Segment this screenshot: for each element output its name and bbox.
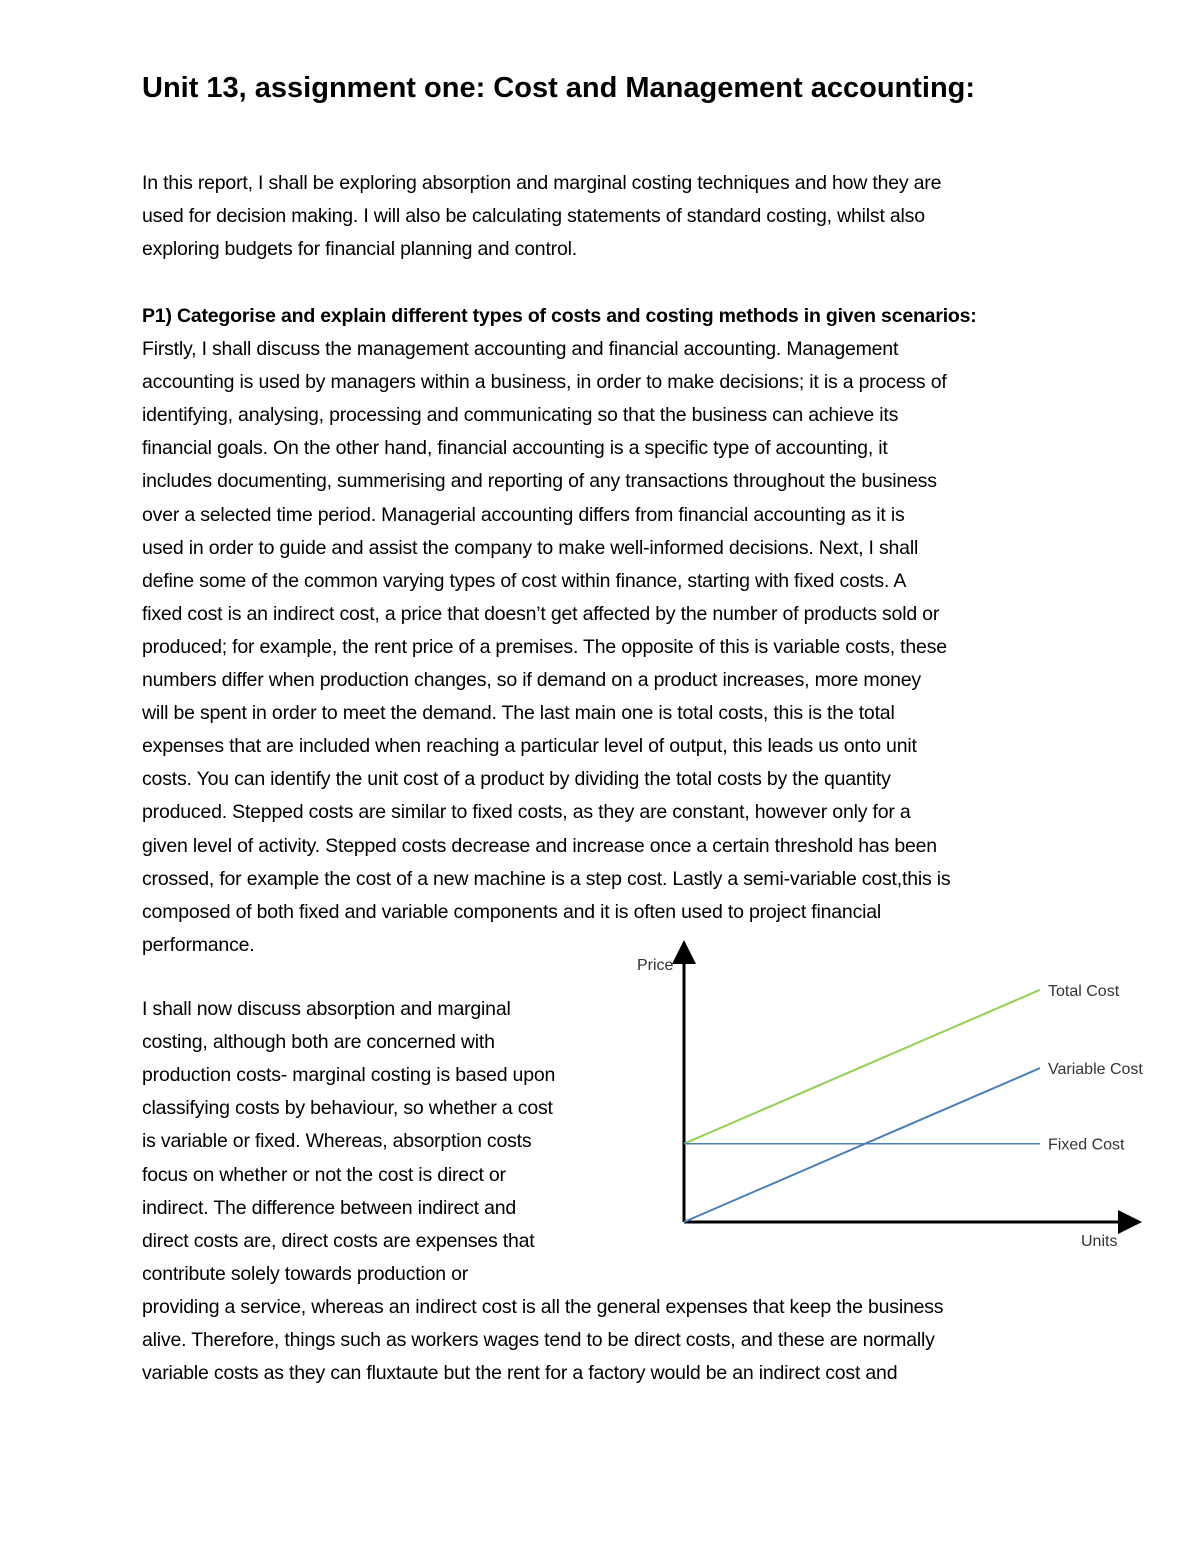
p1-body-line: performance.	[142, 933, 255, 956]
series-line-total-cost	[684, 990, 1040, 1144]
legend-label-variable-cost: Variable Cost	[1048, 1061, 1143, 1079]
p2-narrow-line: is variable or fixed. Whereas, absorption costs	[142, 1130, 532, 1153]
p2-narrow-line: production costs- marginal costing is based upon	[142, 1064, 556, 1087]
p1-body-line: identifying, analysing, processing and communicating so that the business can achieve its	[142, 404, 899, 427]
p1-body-line: expenses that are included when reaching a particular level of output, this leads us onto unit	[142, 735, 917, 758]
p2-wide-line: providing a service, whereas an indirect cost is all the general expenses that keep the business	[142, 1296, 944, 1318]
p1-body-line: accounting is used by managers within a business, in order to make decisions; it is a process of	[142, 371, 947, 394]
p1-body-line: includes documenting, summerising and reporting of any transactions throughout the business	[142, 470, 937, 493]
intro-line: In this report, I shall be exploring absorption and marginal costing techniques and how they are	[142, 172, 942, 194]
p2-narrow-line: indirect. The difference between indirect and	[142, 1196, 517, 1219]
document-title: Unit 13, assignment one: Cost and Management accounting:	[142, 72, 976, 104]
p1-body-line: crossed, for example the cost of a new machine is a step cost. Lastly a semi-variable cost,this is	[142, 867, 951, 890]
p1-body-line: produced; for example, the rent price of a premises. The opposite of this is variable costs, these	[142, 635, 947, 658]
intro-line: used for decision making. I will also be calculating statements of standard costing, whilst also	[142, 205, 925, 228]
section-heading-p1: P1) Categorise and explain different types of costs and costing methods in given scenarios:	[142, 305, 977, 327]
p2-narrow-line: costing, although both are concerned with	[142, 1031, 495, 1054]
p1-body-line: produced. Stepped costs are similar to fixed costs, as they are constant, however only for a	[142, 801, 911, 824]
y-axis-label: Price	[637, 957, 674, 974]
intro-line: exploring budgets for financial planning and control.	[142, 238, 577, 261]
p1-body-line: over a selected time period. Managerial accounting differs from financial accounting as it is	[142, 503, 905, 526]
p1-body-line: fixed cost is an indirect cost, a price that doesn’t get affected by the number of products sold or	[142, 602, 940, 625]
p1-body-line: Firstly, I shall discuss the management accounting and financial accounting. Management	[142, 338, 899, 360]
p2-narrow-line: direct costs are, direct costs are expenses that	[142, 1229, 535, 1252]
p2-narrow-line: I shall now discuss absorption and marginal	[142, 998, 511, 1020]
p1-body-line: costs. You can identify the unit cost of a product by dividing the total costs by the quantity	[142, 768, 891, 791]
series-line-variable-cost	[684, 1068, 1040, 1222]
legend-label-fixed-cost: Fixed Cost	[1048, 1136, 1125, 1154]
p1-body-line: define some of the common varying types of cost within finance, starting with fixed costs. A	[142, 569, 907, 592]
x-axis-label: Units	[1081, 1233, 1118, 1250]
p1-body-line: composed of both fixed and variable components and it is often used to project financial	[142, 900, 882, 923]
p1-body-line: financial goals. On the other hand, financial accounting is a specific type of accounting, it	[142, 437, 888, 460]
p2-wide-line: variable costs as they can fluxtaute but the rent for a factory would be an indirect cost and	[142, 1362, 898, 1385]
p1-body-line: used in order to guide and assist the company to make well-informed decisions. Next, I shall	[142, 536, 919, 559]
p2-wide-line: alive. Therefore, things such as workers wages tend to be direct costs, and these are normally	[142, 1329, 935, 1352]
p2-narrow-line: contribute solely towards production or	[142, 1262, 469, 1285]
legend-label-total-cost: Total Cost	[1048, 982, 1120, 1000]
p1-body-line: will be spent in order to meet the demand. The last main one is total costs, this is the total	[142, 702, 895, 725]
p1-body-line: numbers differ when production changes, so if demand on a product increases, more money	[142, 669, 921, 691]
p2-narrow-line: classifying costs by behaviour, so whether a cost	[142, 1097, 553, 1120]
p1-body-line: given level of activity. Stepped costs decrease and increase once a certain threshold has been	[142, 834, 937, 857]
p2-narrow-line: focus on whether or not the cost is direct or	[142, 1163, 506, 1186]
